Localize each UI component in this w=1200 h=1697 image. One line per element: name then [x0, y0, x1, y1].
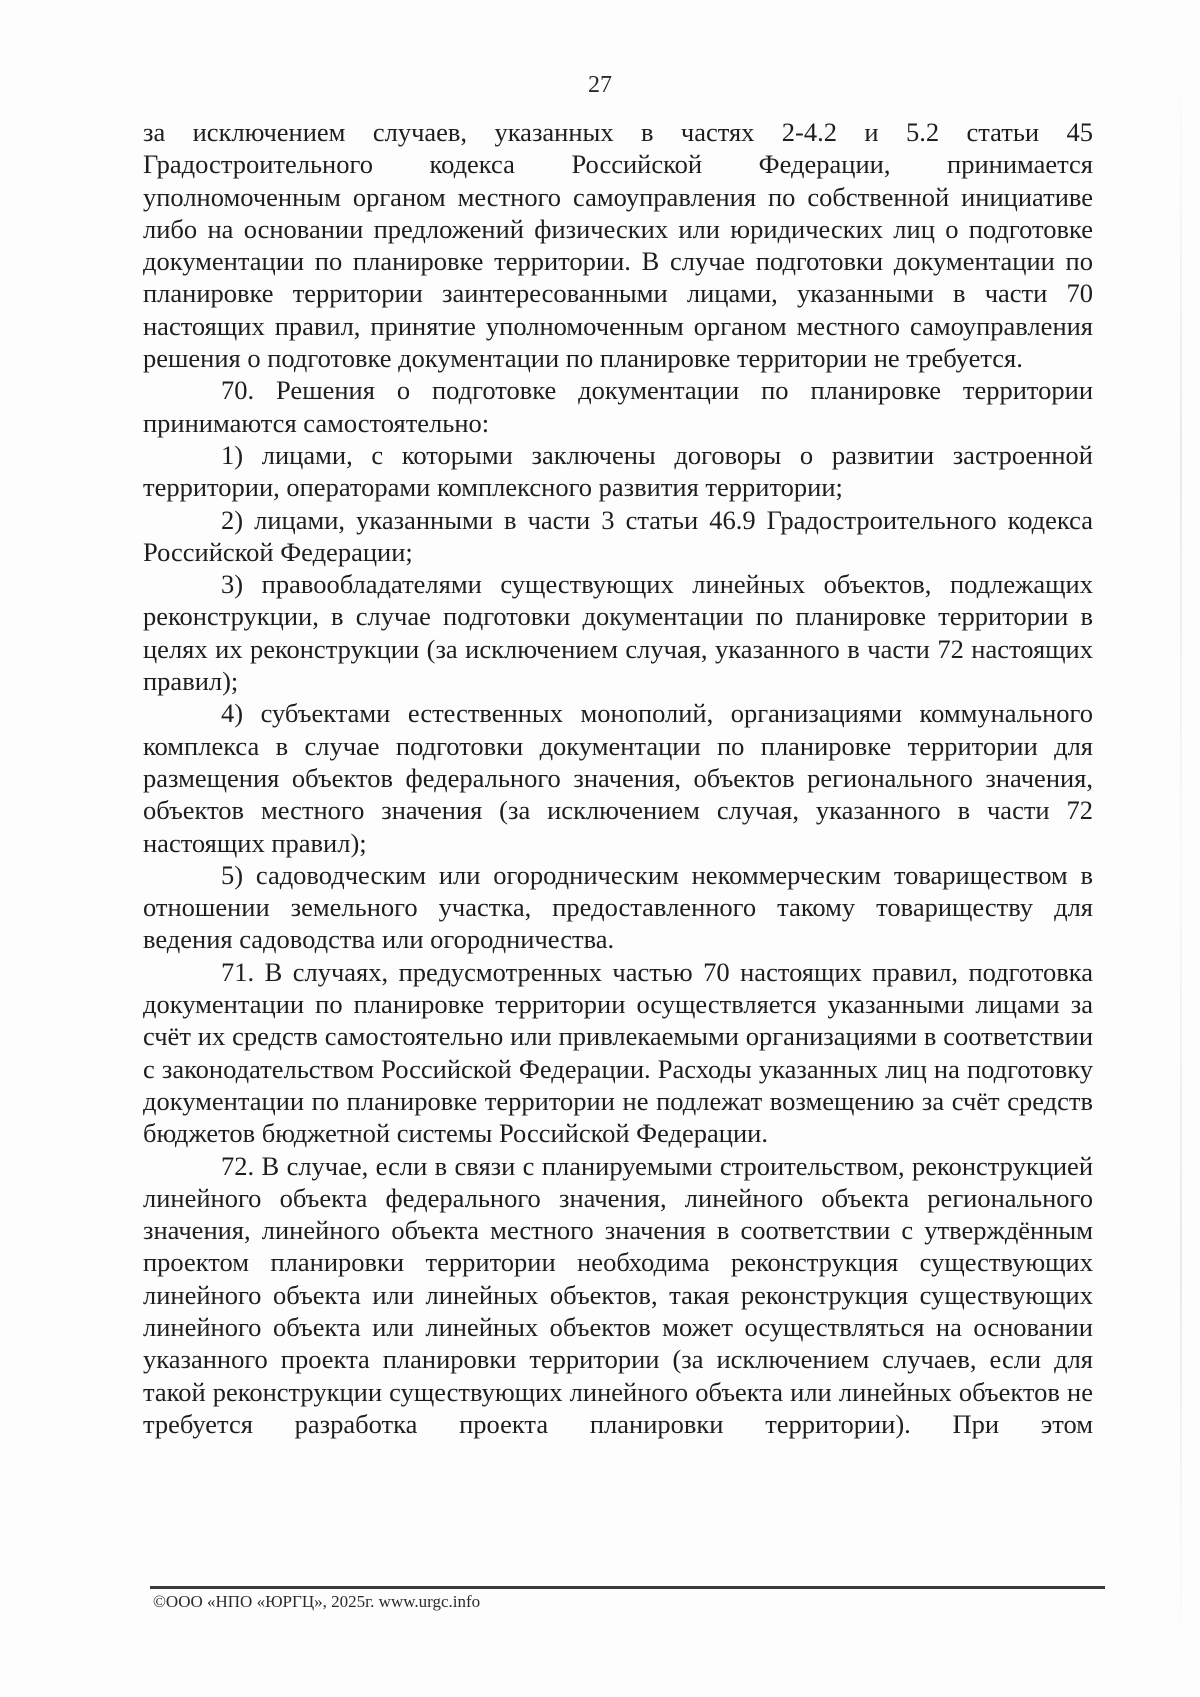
- list-item-4: 4) субъектами естественных монополий, организациями коммунального комплекса в случае подготовки документации по планировке территории для размещения объектов федерального значения, объектов регионального значения, объектов местного значения (за исключением случая, указанного в части 72 настоящих правил);: [143, 698, 1093, 858]
- list-item-3: 3) правообладателями существующих линейных объектов, подлежащих реконструкции, в случае подготовки документации по планировке территории в целях их реконструкции (за исключением случая, указанного в части 72 настоящих правил);: [143, 569, 1093, 697]
- document-body: [143, 116, 1093, 1440]
- list-item-2: 2) лицами, указанными в части 3 статьи 46.9 Градостроительного кодекса Российской Федерации;: [143, 504, 1093, 567]
- paragraph-71: 71. В случаях, предусмотренных частью 70 настоящих правил, подготовка документации по планировке территории осуществляется указанными лицами за счёт их средств самостоятельно или привлекаемыми организациями в соответствии с законодательством Российской Федерации. Расходы указанных лиц на подготовку документации по планировке территории не подлежат возмещению за счёт средств бюджетов бюджетной системы Российской Федерации.: [143, 956, 1093, 1149]
- footer-divider: [150, 1586, 1105, 1589]
- footer-copyright: ©ООО «НПО «ЮРГЦ», 2025г. www.urgc.info: [153, 1592, 481, 1611]
- paragraph-70: 70. Решения о подготовке документации по планировке территории принимаются самостоятельно:: [143, 375, 1093, 438]
- scan-edge-shadow: [1180, 60, 1182, 1660]
- paragraph-72: 72. В случае, если в связи с планируемыми строительством, реконструкцией линейного объекта федерального значения, линейного объекта регионального значения, линейного объекта местного значения в соответствии с утверждённым проектом планировки территории необходима реконструкция существующих линейного объекта или линейных объектов, такая реконструкция существующих линейного объекта или линейных объектов может осуществляться на основании указанного проекта планировки территории (за исключением случаев, если для такой реконструкции существующих линейного объекта или линейных объектов не требуется разработка проекта планировки территории). При этом: [143, 1150, 1093, 1439]
- list-item-5: 5) садоводческим или огородническим некоммерческим товариществом в отношении земельного участка, предоставленного такому товариществу для ведения садоводства или огородничества.: [143, 859, 1093, 955]
- paragraph-continuation: за исключением случаев, указанных в частях 2-4.2 и 5.2 статьи 45 Градостроительного кодекса Российской Федерации, принимается уполномоченным органом местного самоуправления по собственной инициативе либо на основании предложений физических или юридических лиц о подготовке документации по планировке территории. В случае подготовки документации по планировке территории заинтересованными лицами, указанными в части 70 настоящих правил, принятие уполномоченным органом местного самоуправления решения о подготовке документации по планировке территории не требуется.: [143, 117, 1093, 374]
- list-item-1: 1) лицами, с которыми заключены договоры о развитии застроенной территории, операторами комплексного развития территории;: [143, 439, 1093, 503]
- page-number: 27: [588, 72, 612, 98]
